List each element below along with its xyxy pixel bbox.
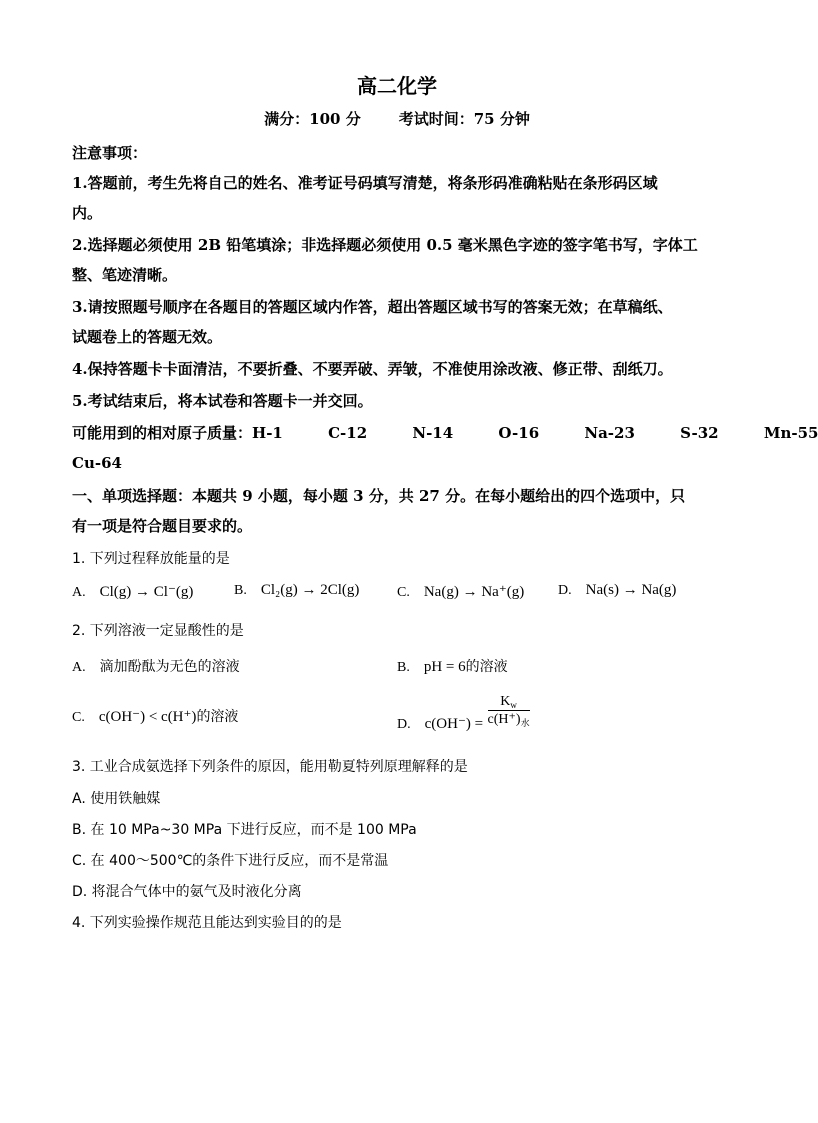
q3-option-d: D. 将混合气体中的氨气及时液化分离	[72, 884, 302, 900]
q2-option-a	[72, 656, 240, 676]
element-n: N-14	[412, 424, 454, 442]
q1-a-text: Cl(g) → Cl⁻(g)	[99, 584, 194, 600]
q1-c-label: C.	[397, 585, 410, 600]
q4-stem: 4. 下列实验操作规范且能达到实验目的的是	[72, 915, 342, 931]
note-4: 4.保持答题卡卡面清洁，不要折叠、不要弄破、弄皱，不准使用涂改液、修正带、刮纸刀。	[72, 360, 673, 378]
q2-b-text: 的溶液	[465, 659, 508, 675]
q3-option-c: C. 在 400～500℃的条件下进行反应，而不是常温	[72, 853, 389, 869]
q3-option-b: B. 在 10 MPa~30 MPa 下进行反应，而不是 100 MPa	[72, 822, 417, 838]
q1-option-b	[234, 582, 359, 599]
q1-b-label: B.	[234, 583, 247, 598]
q2-a-label: A.	[72, 660, 86, 675]
q1-d-label: D.	[558, 583, 572, 598]
exam-info	[0, 108, 794, 129]
q3-stem: 3. 工业合成氨选择下列条件的原因，能用勒夏特列原理解释的是	[72, 759, 468, 775]
note-5: 5.考试结束后，将本试卷和答题卡一并交回。	[72, 392, 373, 410]
element-cu: Cu-64	[72, 454, 122, 472]
exam-time: 考试时间：75 分钟	[398, 110, 530, 128]
q1-a-label: A.	[72, 585, 86, 600]
q2-option-c	[72, 706, 238, 726]
element-mn: Mn-55	[763, 424, 818, 442]
q2-b-label: B.	[397, 660, 410, 675]
full-score: 满分：100 分	[264, 110, 361, 128]
atomic-mass-line	[72, 422, 818, 443]
q2-c-label: C.	[72, 710, 85, 725]
q2-d-fraction	[488, 694, 530, 729]
page-title: 高二化学	[357, 74, 437, 98]
q2-d-numerator	[488, 694, 530, 711]
element-o: O-16	[498, 424, 540, 442]
q2-d-den-text: c(H⁺)	[487, 712, 521, 727]
element-h: H-1	[252, 424, 283, 442]
q2-a-text: 滴加酚酞为无色的溶液	[99, 659, 240, 675]
note-3-line2: 试题卷上的答题无效。	[72, 328, 223, 346]
note-2-line1: 2.选择题必须使用 2B 铅笔填涂；非选择题必须使用 0.5 毫米黑色字迹的签字笔书写，字体工	[72, 236, 698, 254]
q2-d-num-k: K	[500, 694, 511, 709]
q2-c-expr: c(OH⁻) < c(H⁺)	[98, 709, 197, 725]
q2-c-text: 的溶液	[196, 709, 239, 725]
element-c: C-12	[328, 424, 368, 442]
q3-option-a: A. 使用铁触媒	[72, 791, 161, 807]
q2-b-expr: pH = 6	[423, 659, 466, 675]
note-3-line1: 3.请按照题号顺序在各题目的答题区域内作答，超出答题区域书写的答案无效；在草稿纸、	[72, 298, 673, 316]
q1-c-text: Na(g) → Na⁺(g)	[423, 584, 525, 600]
atomic-mass-label: 可能用到的相对原子质量：	[72, 424, 253, 442]
q1-option-a	[72, 582, 193, 601]
q2-d-denominator	[488, 711, 530, 729]
section1-line2: 有一项是符合题目要求的。	[72, 517, 253, 535]
q1-b-text: Cl₂(g) → 2Cl(g)	[260, 582, 360, 598]
q2-option-b	[397, 656, 508, 676]
element-s: S-32	[680, 424, 719, 442]
notes-heading: 注意事项：	[72, 144, 148, 162]
note-1-line1: 1.答题前，考生先将自己的姓名、准考证号码填写清楚，将条形码准确粘贴在条形码区域	[72, 174, 658, 192]
q2-stem: 2. 下列溶液一定显酸性的是	[72, 623, 244, 639]
q2-d-label: D.	[397, 716, 411, 732]
q2-d-num-sub: w	[510, 700, 517, 710]
note-2-line2: 整、笔迹清晰。	[72, 266, 178, 284]
note-1-line2: 内。	[72, 204, 103, 222]
q1-option-c	[397, 582, 524, 601]
q2-d-expr: c(OH⁻) =	[424, 715, 484, 732]
q2-d-den-sub: 水	[520, 718, 530, 728]
q1-d-text: Na(s) → Na(g)	[585, 582, 677, 598]
element-na: Na-23	[584, 424, 635, 442]
q2-option-d	[397, 690, 530, 732]
q1-stem: 1. 下列过程释放能量的是	[72, 551, 230, 567]
section1-line1: 一、单项选择题：本题共 9 小题，每小题 3 分，共 27 分。在每小题给出的四个选项中，只	[72, 487, 686, 505]
q1-option-d	[558, 582, 676, 599]
